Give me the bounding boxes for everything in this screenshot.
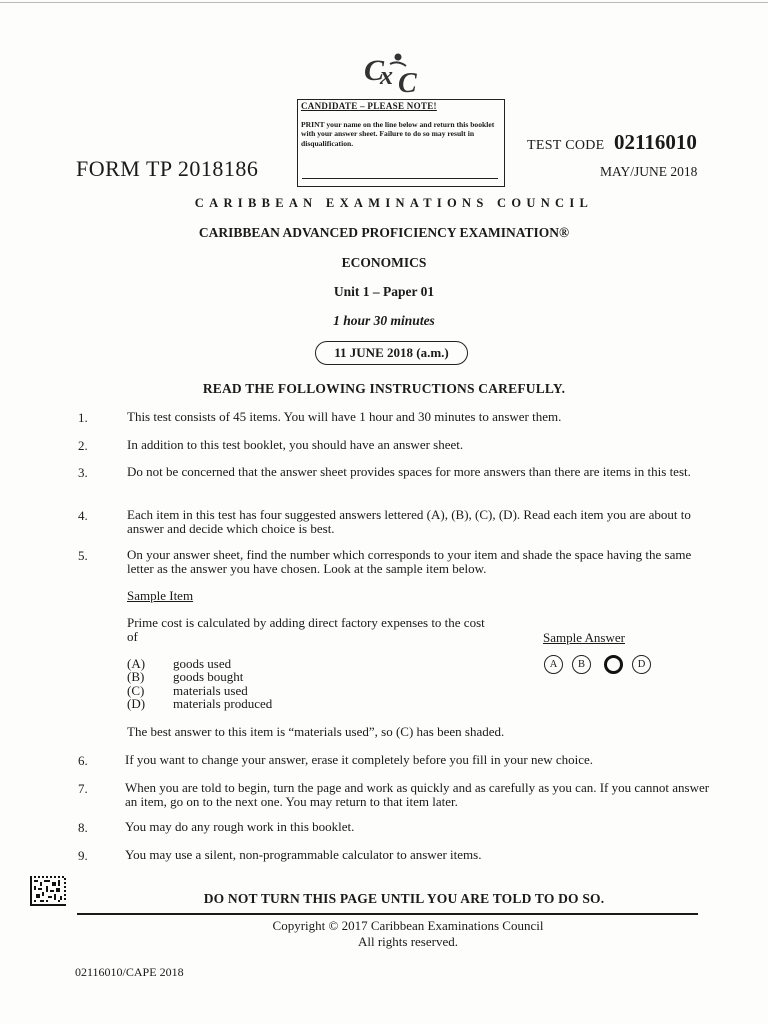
option-letter: (D) xyxy=(127,696,146,711)
sample-explanation: The best answer to this item is “materials used”, so (C) has been shaded. xyxy=(127,724,505,739)
instruction-text: Each item in this test has four suggested answers lettered (A), (B), (C), (D). Read each item you are about to answer and decide which choice is best. xyxy=(127,507,691,536)
instruction-number: 9. xyxy=(78,848,88,863)
test-code-value: 02116010 xyxy=(614,130,697,154)
option-letter: (B) xyxy=(127,669,145,684)
sample-answer-label: Sample Answer xyxy=(543,630,625,645)
instruction-text: Do not be concerned that the answer sheet provides spaces for more answers than there are items in this test. xyxy=(127,464,691,479)
footer-paper-code: 02116010/CAPE 2018 xyxy=(75,965,184,979)
answer-bubble-a: A xyxy=(544,655,563,674)
instruction-text: When you are told to begin, turn the page and work as quickly and as carefully as you can. If you cannot answer an item, go on to the next one. You may return to that item later. xyxy=(125,780,710,809)
note-text: PRINT your name on the line below and return this booklet with your answer sheet. Failure to do so may result in disqualification. xyxy=(301,119,495,148)
instruction-number: 7. xyxy=(78,781,88,796)
instruction-number: 2. xyxy=(78,438,88,453)
answer-bubble-b: B xyxy=(572,655,591,674)
svg-text:x: x xyxy=(380,61,393,90)
instruction-text: In addition to this test booklet, you should have an answer sheet. xyxy=(127,437,464,452)
option-text: materials used xyxy=(173,683,248,698)
council-name: CARIBBEAN EXAMINATIONS COUNCIL xyxy=(194,196,594,210)
sample-question: Prime cost is calculated by adding direct factory expenses to the cost of xyxy=(127,615,485,644)
footer-divider xyxy=(77,913,698,915)
option-text: materials produced xyxy=(173,696,273,711)
instruction-text: This test consists of 45 items. You will have 1 hour and 30 minutes to answer them. xyxy=(127,409,562,424)
candidate-note-box xyxy=(297,99,505,187)
svg-text:C: C xyxy=(398,68,417,98)
test-code-label: TEST CODE xyxy=(527,138,605,153)
option-letter: (C) xyxy=(127,683,145,698)
exam-date-badge: 11 JUNE 2018 (a.m.) xyxy=(315,341,468,365)
instructions-heading: READ THE FOLLOWING INSTRUCTIONS CAREFULLY. xyxy=(202,381,566,396)
answer-bubble-d: D xyxy=(632,655,651,674)
instruction-number: 8. xyxy=(78,820,88,835)
copyright-text: Copyright © 2017 Caribbean Examinations Council xyxy=(272,918,544,933)
instruction-text: If you want to change your answer, erase it completely before you fill in your new choice. xyxy=(125,752,594,767)
instruction-number: 6. xyxy=(78,753,88,768)
exam-name: CARIBBEAN ADVANCED PROFICIENCY EXAMINATION® xyxy=(198,225,570,240)
rights-text: All rights reserved. xyxy=(357,934,458,949)
svg-text:C: C xyxy=(364,54,385,87)
candidate-name-line xyxy=(302,178,498,179)
exam-session: MAY/JUNE 2018 xyxy=(600,164,698,179)
subject-title: ECONOMICS xyxy=(341,255,427,270)
instruction-text: You may do any rough work in this booklet. xyxy=(125,819,355,834)
instruction-text: On your answer sheet, find the number which corresponds to your item and shade the space having the same letter as the answer you have chosen. Look at the sample item below. xyxy=(127,547,692,576)
exam-duration: 1 hour 30 minutes xyxy=(333,313,435,328)
sample-item-label: Sample Item xyxy=(127,588,194,603)
instruction-number: 4. xyxy=(78,508,88,523)
cxc-logo-icon xyxy=(360,50,428,98)
option-text: goods used xyxy=(173,656,232,671)
note-title: CANDIDATE – PLEASE NOTE! xyxy=(301,101,437,111)
answer-bubble-c-shaded xyxy=(604,655,623,674)
form-tp-number: FORM TP 2018186 xyxy=(76,156,259,181)
option-text: goods bought xyxy=(173,669,244,684)
do-not-turn-notice: DO NOT TURN THIS PAGE UNTIL YOU ARE TOLD TO DO SO. xyxy=(203,891,605,906)
instruction-number: 1. xyxy=(78,410,88,425)
instruction-number: 5. xyxy=(78,548,88,563)
unit-paper: Unit 1 – Paper 01 xyxy=(333,284,435,299)
option-letter: (A) xyxy=(127,656,146,671)
instruction-number: 3. xyxy=(78,465,88,480)
instruction-text: You may use a silent, non-programmable calculator to answer items. xyxy=(125,847,482,862)
top-edge-line xyxy=(0,2,768,3)
